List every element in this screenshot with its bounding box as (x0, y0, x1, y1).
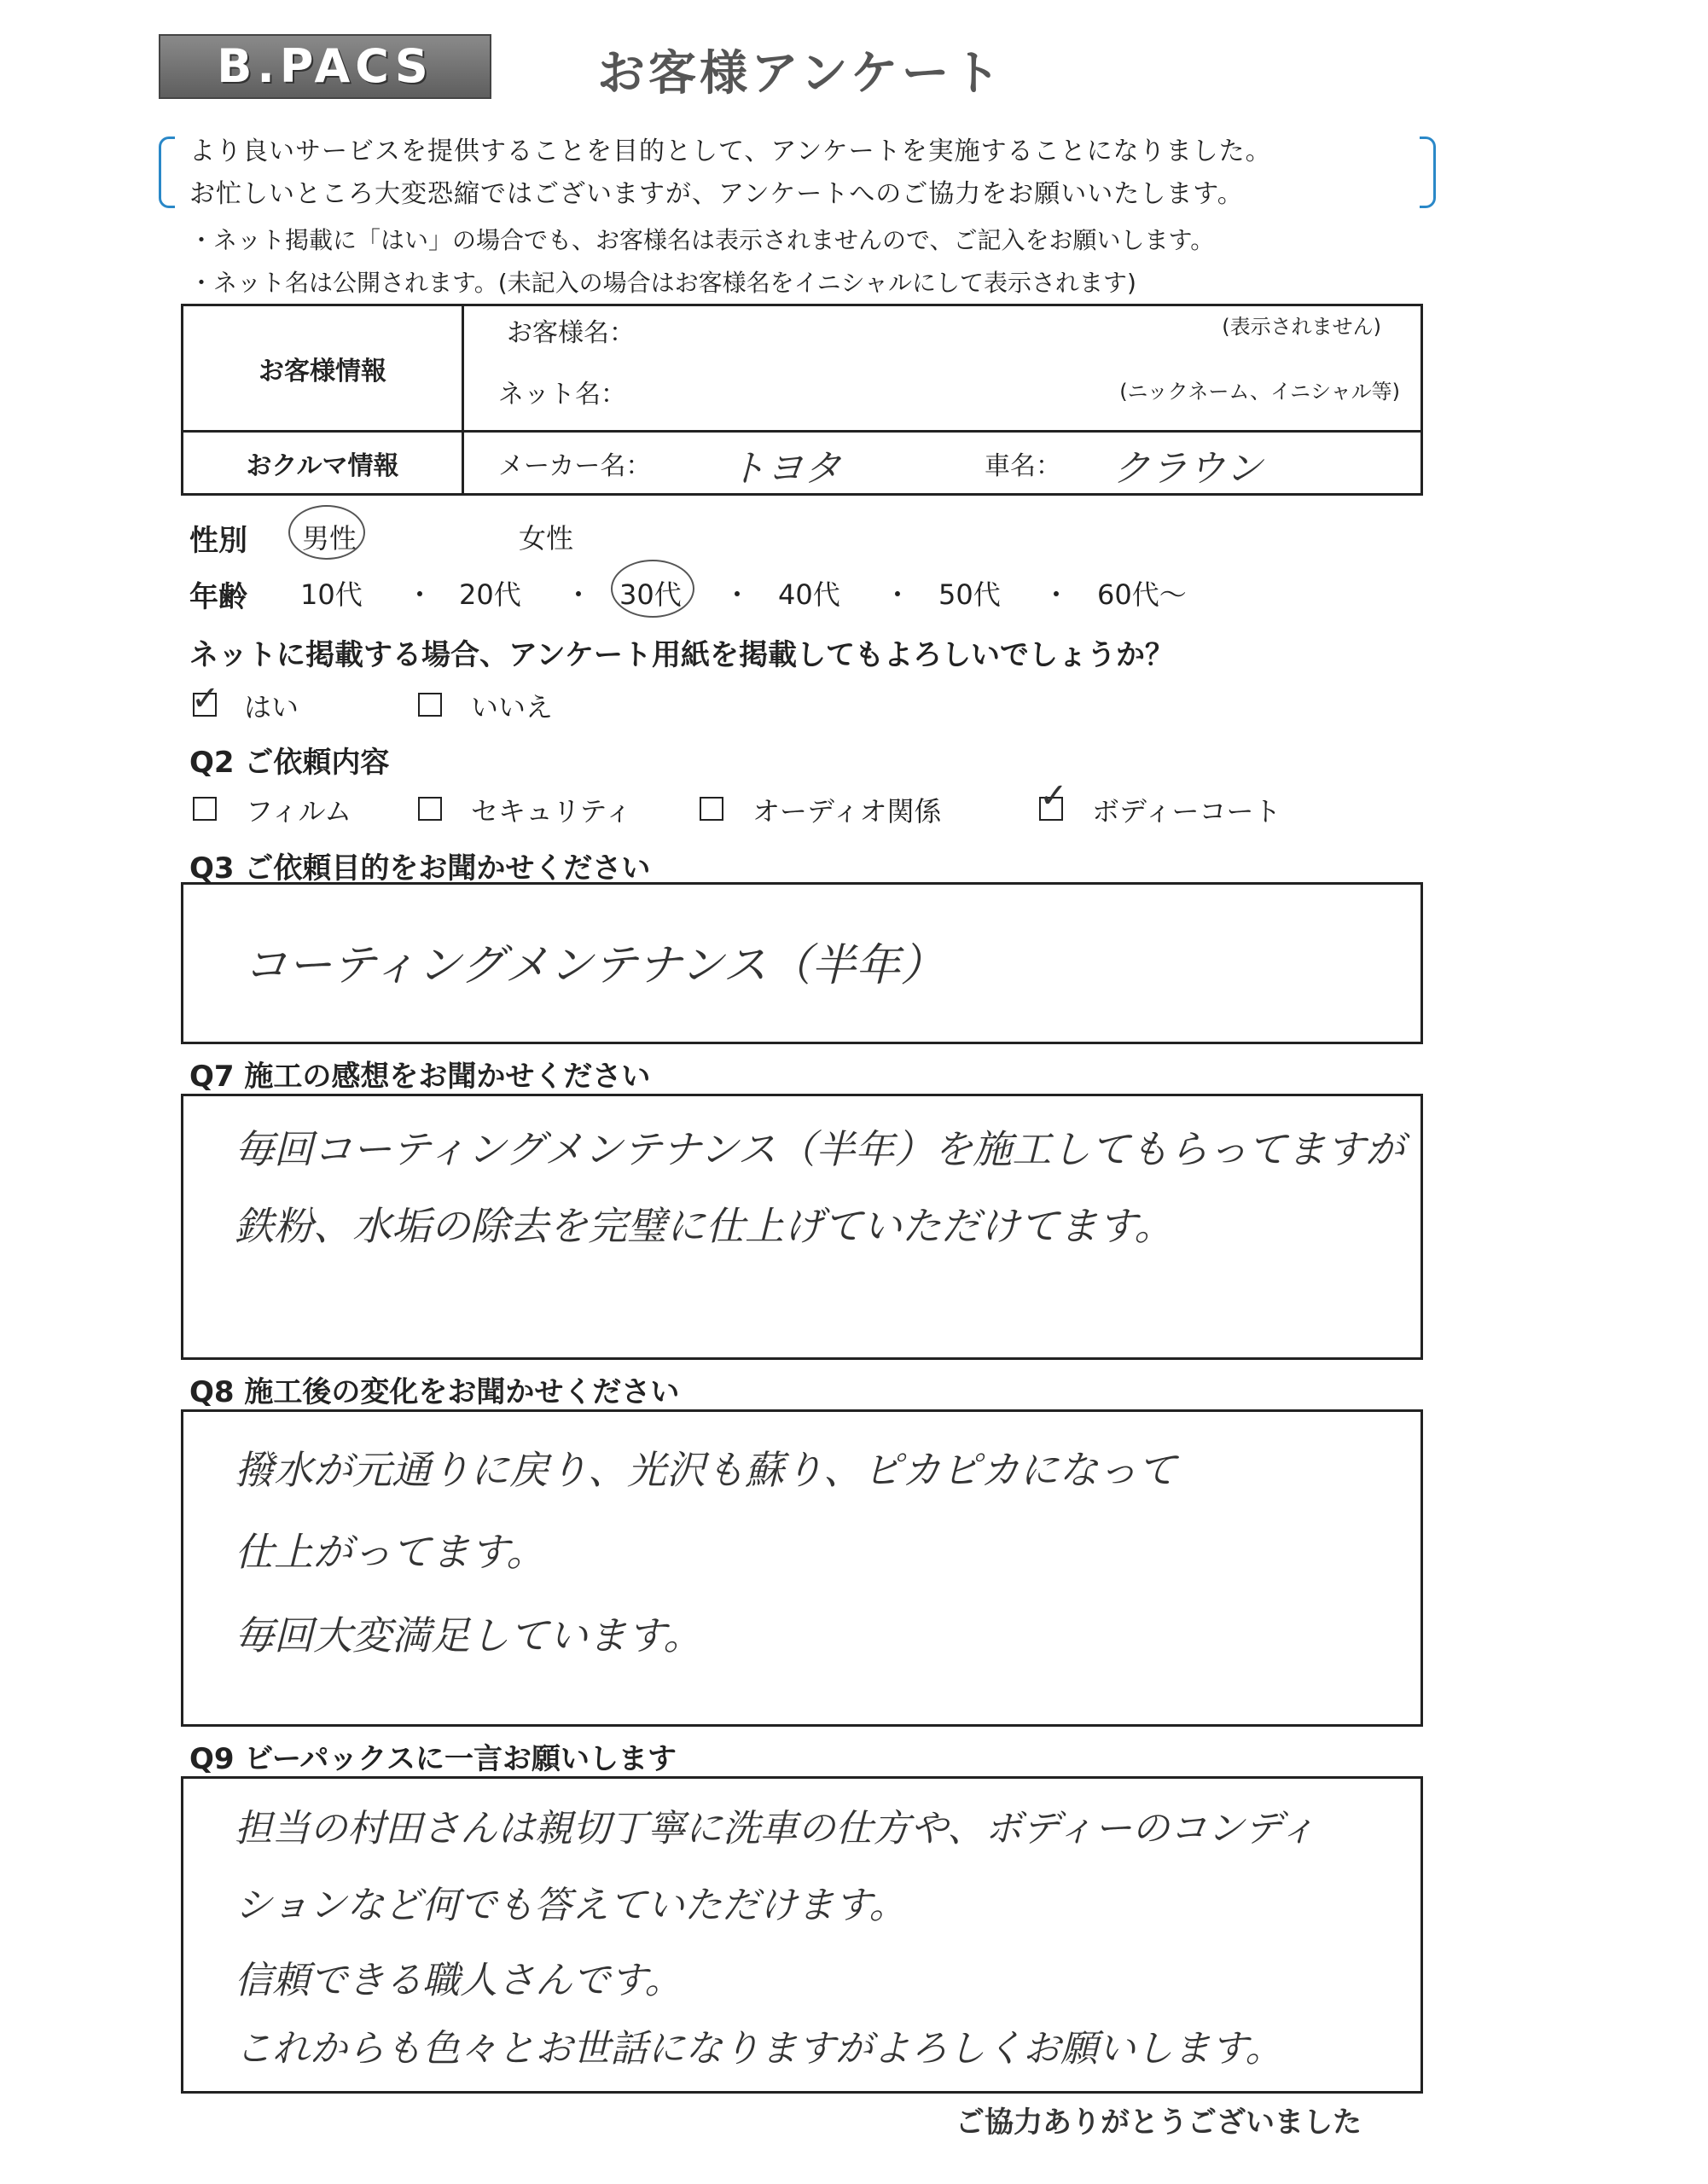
q2-option-security: セキュリティ (471, 795, 632, 828)
publish-no-label: いいえ (471, 691, 554, 723)
note-1: ・ネット掲載に「はい」の場合でも、お客様名は表示されませんので、ご記入をお願いします。 (189, 226, 1215, 254)
q9-title: Q9 ビーパックスに一言お願いします (189, 1742, 677, 1776)
car-name-label: 車名： (985, 451, 1061, 481)
age-50s: 50代 (938, 578, 1001, 611)
bracket-left (159, 136, 175, 208)
q7-answer-line-1: 毎回コーティングメンテナンス（半年）を施工してもらってますが (235, 1126, 1405, 1172)
page-title: お客様アンケート (597, 46, 1004, 102)
maker-value: トヨタ (729, 447, 841, 491)
net-name-label: ネット名： (498, 380, 626, 410)
q2-option-audio: オーディオ関係 (752, 795, 942, 828)
q2-title: Q2 ご依頼内容 (189, 746, 390, 780)
q8-answer-line-1: 撥水が元通りに戻り、光沢も蘇り、ピカピカになって (235, 1447, 1176, 1493)
gender-male: 男性 (302, 522, 357, 555)
q2-option-film: フィルム (246, 795, 352, 828)
age-sep-2: ・ (565, 578, 593, 611)
publish-question: ネットに掲載する場合、アンケート用紙を掲載してもよろしいでしょうか？ (189, 638, 1174, 672)
q2-option-bodycoat: ボディーコート (1092, 795, 1281, 828)
age-sep-3: ・ (723, 578, 752, 611)
customer-name-label: お客様名： (507, 318, 635, 348)
q7-answer-box (181, 1094, 1423, 1360)
check-mark-icon: ✓ (1039, 776, 1068, 816)
age-20s: 20代 (459, 578, 521, 611)
thanks-message: ご協力ありがとうございました (956, 2106, 1362, 2140)
customer-info-cell (463, 305, 1422, 432)
q9-answer-line-2: ションなど何でも答えていただけます。 (235, 1884, 907, 1927)
info-table (181, 304, 1423, 496)
intro-line-2: お忙しいところ大変恐縮ではございますが、アンケートへのご協力をお願いいたします。 (189, 179, 1244, 209)
q3-title: Q3 ご依頼目的をお聞かせください (189, 851, 651, 886)
checkbox-audio[interactable] (700, 797, 723, 821)
age-sep-1: ・ (406, 578, 434, 611)
checkbox-film[interactable] (193, 797, 217, 821)
car-info-label: おクルマ情報 (183, 432, 463, 495)
age-30s: 30代 (619, 578, 682, 611)
net-name-note: (ニックネーム、イニシャル等) (1119, 380, 1400, 404)
checkbox-security[interactable] (418, 797, 442, 821)
gender-female: 女性 (519, 522, 574, 555)
maker-label: メーカー名： (498, 451, 652, 481)
check-mark-icon: ✓ (191, 679, 220, 718)
q8-answer-box (181, 1409, 1423, 1727)
selection-circle-30s (611, 560, 694, 618)
bracket-right (1420, 136, 1436, 208)
customer-name-note: (表示されません) (1222, 315, 1381, 339)
bpacs-logo: B.PACS (159, 34, 491, 99)
age-40s: 40代 (778, 578, 840, 611)
q3-answer-box (181, 882, 1423, 1044)
age-sep-5: ・ (1043, 578, 1071, 611)
q9-answer-line-3: 信頼できる職人さんです。 (235, 1959, 683, 2002)
q7-answer-line-2: 鉄粉、水垢の除去を完璧に仕上げていただけてます。 (235, 1203, 1174, 1249)
q9-answer-line-4: これからも色々とお世話になりますがよろしくお願いします。 (235, 2027, 1283, 2071)
q9-answer-box (181, 1776, 1423, 2094)
age-label: 年齢 (189, 580, 247, 614)
age-sep-4: ・ (884, 578, 912, 611)
customer-info-label: お客様情報 (183, 305, 463, 432)
checkbox-no[interactable] (418, 693, 442, 717)
note-2: ・ネット名は公開されます。(未記入の場合はお客様名をイニシャルにして表示されます) (189, 269, 1136, 297)
gender-label: 性別 (189, 524, 247, 558)
car-name-value: クラウン (1113, 447, 1263, 491)
q8-title: Q8 施工後の変化をお聞かせください (189, 1375, 680, 1409)
selection-circle-male (288, 505, 365, 560)
q9-answer-line-1: 担当の村田さんは親切丁寧に洗車の仕方や、ボディーのコンディ (235, 1807, 1317, 1850)
q8-answer-line-2: 仕上がってます。 (235, 1529, 546, 1575)
q3-answer: コーティングメンテナンス（半年） (243, 940, 945, 991)
intro-line-1: より良いサービスを提供することを目的として、アンケートを実施することになりました。 (189, 136, 1272, 166)
publish-yes-label: はい (244, 691, 299, 723)
age-10s: 10代 (300, 578, 363, 611)
q7-title: Q7 施工の感想をお聞かせください (189, 1060, 651, 1094)
age-60s-plus: 60代〜 (1097, 578, 1187, 611)
q8-answer-line-3: 毎回大変満足しています。 (235, 1612, 703, 1658)
car-info-cell (463, 432, 1422, 495)
